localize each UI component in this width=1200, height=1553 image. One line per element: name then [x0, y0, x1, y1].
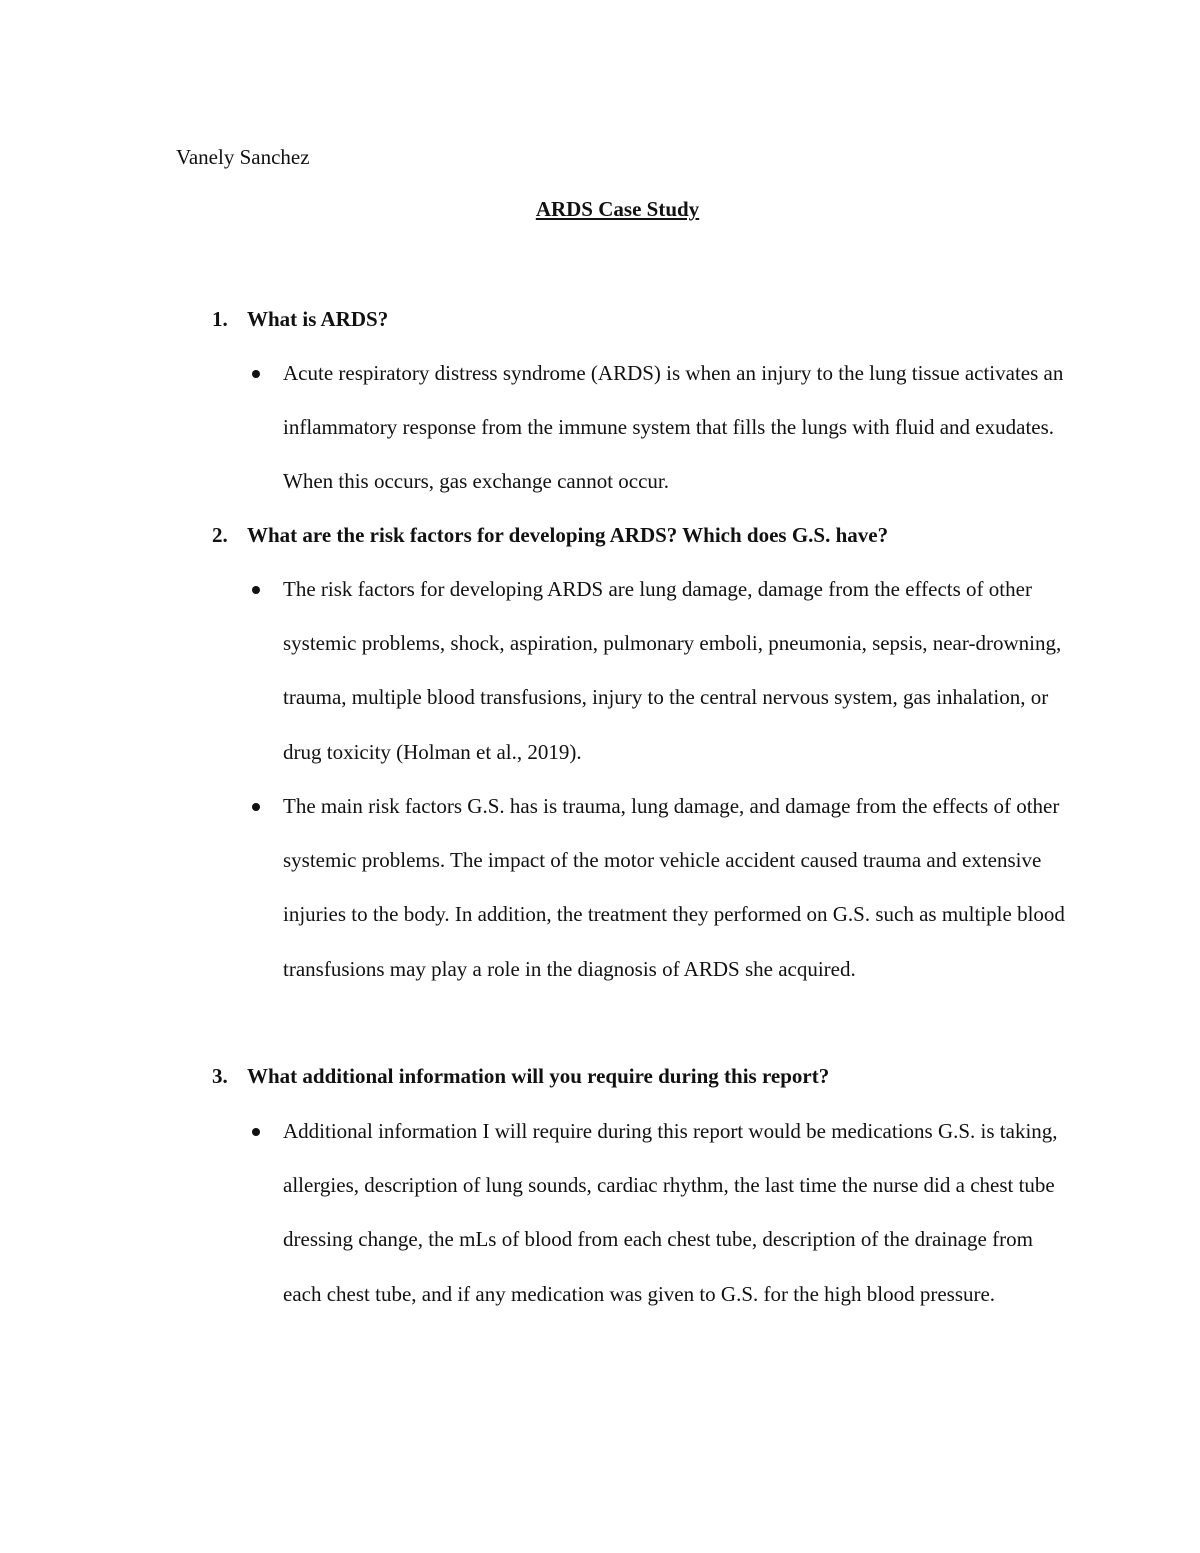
document-title: ARDS Case Study — [535, 197, 700, 221]
question-text: What are the risk factors for developing ARDS? Which does G.S. have? — [247, 523, 889, 547]
question-number: 1. — [212, 307, 228, 331]
answer-text: The main risk factors G.S. has is trauma, lung damage, and damage from the effects of other systemic problems. The impact of the motor vehicle accident caused trauma and extensive injuries to the body. In addition, the treatment they performed on G.S. such as multiple blood transfusions may play a role in the diagnosis of ARDS she acquired. — [283, 794, 1065, 981]
bullet-icon — [252, 586, 260, 594]
bullet-icon — [252, 803, 260, 811]
answer-text: Acute respiratory distress syndrome (ARDS) is when an injury to the lung tissue activates an inflammatory response from the immune system that fills the lungs with fluid and exudates. When this occurs, gas exchange cannot occur. — [283, 361, 1064, 494]
bullet-icon — [252, 370, 260, 378]
question-text: What additional information will you require during this report? — [247, 1064, 830, 1088]
bullet-icon — [252, 1128, 260, 1136]
answer-text: The risk factors for developing ARDS are lung damage, damage from the effects of other systemic problems, shock, aspiration, pulmonary emboli, pneumonia, sepsis, near-drowning, trauma, multiple blood transfusions, injury to the central nervous system, gas inhalation, or drug toxicity (Holman et al., 2019). — [283, 577, 1062, 764]
answer-text: Additional information I will require during this report would be medications G.S. is taking, allergies, description of lung sounds, cardiac rhythm, the last time the nurse did a chest tube dressing change, the mLs of blood from each chest tube, description of the drainage from each chest tube, and if any medication was given to G.S. for the high blood pressure. — [283, 1119, 1058, 1306]
question-number: 3. — [212, 1064, 228, 1088]
question-number: 2. — [212, 523, 228, 547]
author-name: Vanely Sanchez — [176, 145, 310, 169]
question-text: What is ARDS? — [247, 307, 389, 331]
